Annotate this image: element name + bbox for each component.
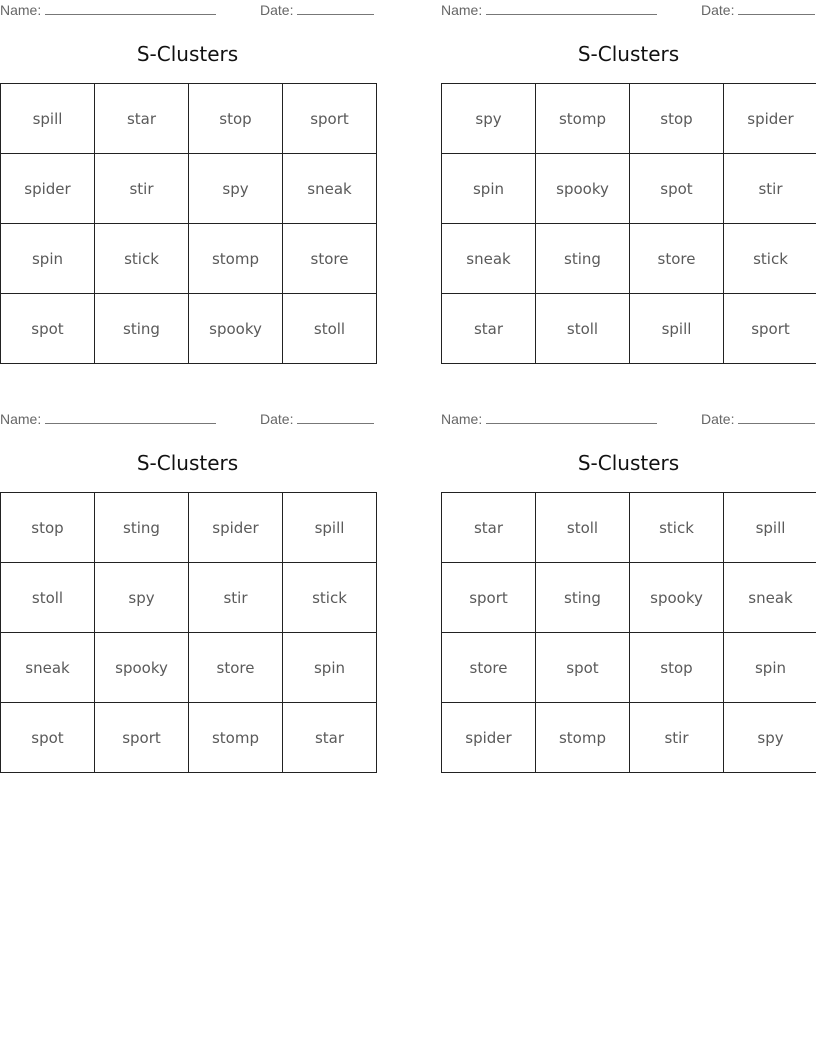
grid-cell: spot: [536, 633, 630, 703]
card-title: S-Clusters: [577, 42, 680, 66]
grid-cell: spill: [630, 294, 724, 364]
grid-cell: store: [189, 633, 283, 703]
grid-cell: spider: [442, 703, 536, 773]
name-date-row: [441, 2, 816, 20]
grid-row: [442, 154, 816, 224]
grid-cell: stop: [189, 84, 283, 154]
date-blank-line[interactable]: [738, 411, 815, 424]
name-label: Name:: [0, 411, 42, 427]
grid-cell: spooky: [189, 294, 283, 364]
grid-cell: stick: [283, 563, 377, 633]
grid-cell: stop: [630, 84, 724, 154]
grid-cell: spider: [189, 493, 283, 563]
card-title: S-Clusters: [136, 451, 239, 475]
grid-cell: spin: [1, 224, 95, 294]
grid-row: [442, 633, 816, 703]
grid-cell: stir: [95, 154, 189, 224]
name-field[interactable]: [0, 2, 216, 18]
date-label: Date:: [260, 411, 294, 427]
grid-cell: stoll: [283, 294, 377, 364]
date-blank-line[interactable]: [297, 2, 374, 15]
grid-cell: spooky: [95, 633, 189, 703]
bingo-card-4: [441, 409, 816, 773]
grid-row: [442, 84, 816, 154]
grid-row: [1, 84, 377, 154]
card-title: S-Clusters: [136, 42, 239, 66]
grid-cell: stoll: [536, 493, 630, 563]
grid-cell: spooky: [536, 154, 630, 224]
grid-cell: star: [95, 84, 189, 154]
grid-cell: stick: [630, 493, 724, 563]
grid-cell: stomp: [189, 703, 283, 773]
grid-cell: spill: [1, 84, 95, 154]
grid-cell: star: [442, 493, 536, 563]
date-field[interactable]: [260, 2, 374, 18]
grid-cell: sting: [536, 563, 630, 633]
date-field[interactable]: [260, 411, 374, 427]
name-date-row: [0, 2, 375, 20]
grid-cell: spy: [442, 84, 536, 154]
grid-cell: sneak: [1, 633, 95, 703]
grid-cell: stick: [724, 224, 816, 294]
grid-cell: spin: [442, 154, 536, 224]
bingo-card-3: [0, 409, 375, 773]
grid-cell: star: [283, 703, 377, 773]
grid-cell: sneak: [442, 224, 536, 294]
grid-row: [1, 224, 377, 294]
name-blank-line[interactable]: [486, 2, 657, 15]
grid-cell: spin: [283, 633, 377, 703]
grid-cell: sting: [95, 294, 189, 364]
date-label: Date:: [701, 2, 735, 18]
grid-cell: spot: [1, 294, 95, 364]
grid-row: [1, 154, 377, 224]
grid-cell: spooky: [630, 563, 724, 633]
name-blank-line[interactable]: [486, 411, 657, 424]
grid-cell: sport: [283, 84, 377, 154]
name-field[interactable]: [441, 2, 657, 18]
grid-cell: spy: [189, 154, 283, 224]
grid-cell: star: [442, 294, 536, 364]
grid-cell: stomp: [536, 703, 630, 773]
grid-cell: store: [283, 224, 377, 294]
grid-cell: sting: [95, 493, 189, 563]
grid-cell: spill: [283, 493, 377, 563]
grid-cell: spider: [724, 84, 816, 154]
grid-cell: stir: [630, 703, 724, 773]
grid-cell: stop: [1, 493, 95, 563]
date-label: Date:: [701, 411, 735, 427]
grid-cell: store: [442, 633, 536, 703]
name-label: Name:: [0, 2, 42, 18]
grid-row: [1, 563, 377, 633]
date-field[interactable]: [701, 411, 815, 427]
date-blank-line[interactable]: [738, 2, 815, 15]
grid-cell: spy: [95, 563, 189, 633]
grid-cell: spy: [724, 703, 816, 773]
grid-row: [1, 294, 377, 364]
bingo-grid: [0, 83, 377, 364]
grid-cell: stir: [724, 154, 816, 224]
grid-row: [442, 703, 816, 773]
grid-cell: store: [630, 224, 724, 294]
name-date-row: [0, 411, 375, 429]
name-blank-line[interactable]: [45, 411, 216, 424]
date-blank-line[interactable]: [297, 411, 374, 424]
grid-row: [442, 563, 816, 633]
grid-cell: sport: [442, 563, 536, 633]
name-field[interactable]: [441, 411, 657, 427]
grid-cell: sport: [95, 703, 189, 773]
date-label: Date:: [260, 2, 294, 18]
grid-row: [442, 294, 816, 364]
grid-row: [1, 493, 377, 563]
grid-cell: stir: [189, 563, 283, 633]
date-field[interactable]: [701, 2, 815, 18]
grid-cell: stoll: [536, 294, 630, 364]
grid-cell: spin: [724, 633, 816, 703]
bingo-grid: [0, 492, 377, 773]
grid-row: [442, 224, 816, 294]
grid-cell: stomp: [536, 84, 630, 154]
bingo-grid: [441, 83, 816, 364]
grid-cell: sting: [536, 224, 630, 294]
name-date-row: [441, 411, 816, 429]
grid-row: [1, 703, 377, 773]
grid-cell: sport: [724, 294, 816, 364]
grid-cell: sneak: [724, 563, 816, 633]
grid-cell: spot: [1, 703, 95, 773]
name-blank-line[interactable]: [45, 2, 216, 15]
grid-row: [1, 633, 377, 703]
bingo-card-1: [0, 0, 375, 364]
grid-cell: stop: [630, 633, 724, 703]
grid-cell: stoll: [1, 563, 95, 633]
bingo-card-2: [441, 0, 816, 364]
name-field[interactable]: [0, 411, 216, 427]
name-label: Name:: [441, 411, 483, 427]
card-title: S-Clusters: [577, 451, 680, 475]
grid-cell: spot: [630, 154, 724, 224]
grid-cell: stick: [95, 224, 189, 294]
grid-cell: sneak: [283, 154, 377, 224]
grid-row: [442, 493, 816, 563]
name-label: Name:: [441, 2, 483, 18]
bingo-grid: [441, 492, 816, 773]
grid-cell: stomp: [189, 224, 283, 294]
grid-cell: spider: [1, 154, 95, 224]
grid-cell: spill: [724, 493, 816, 563]
